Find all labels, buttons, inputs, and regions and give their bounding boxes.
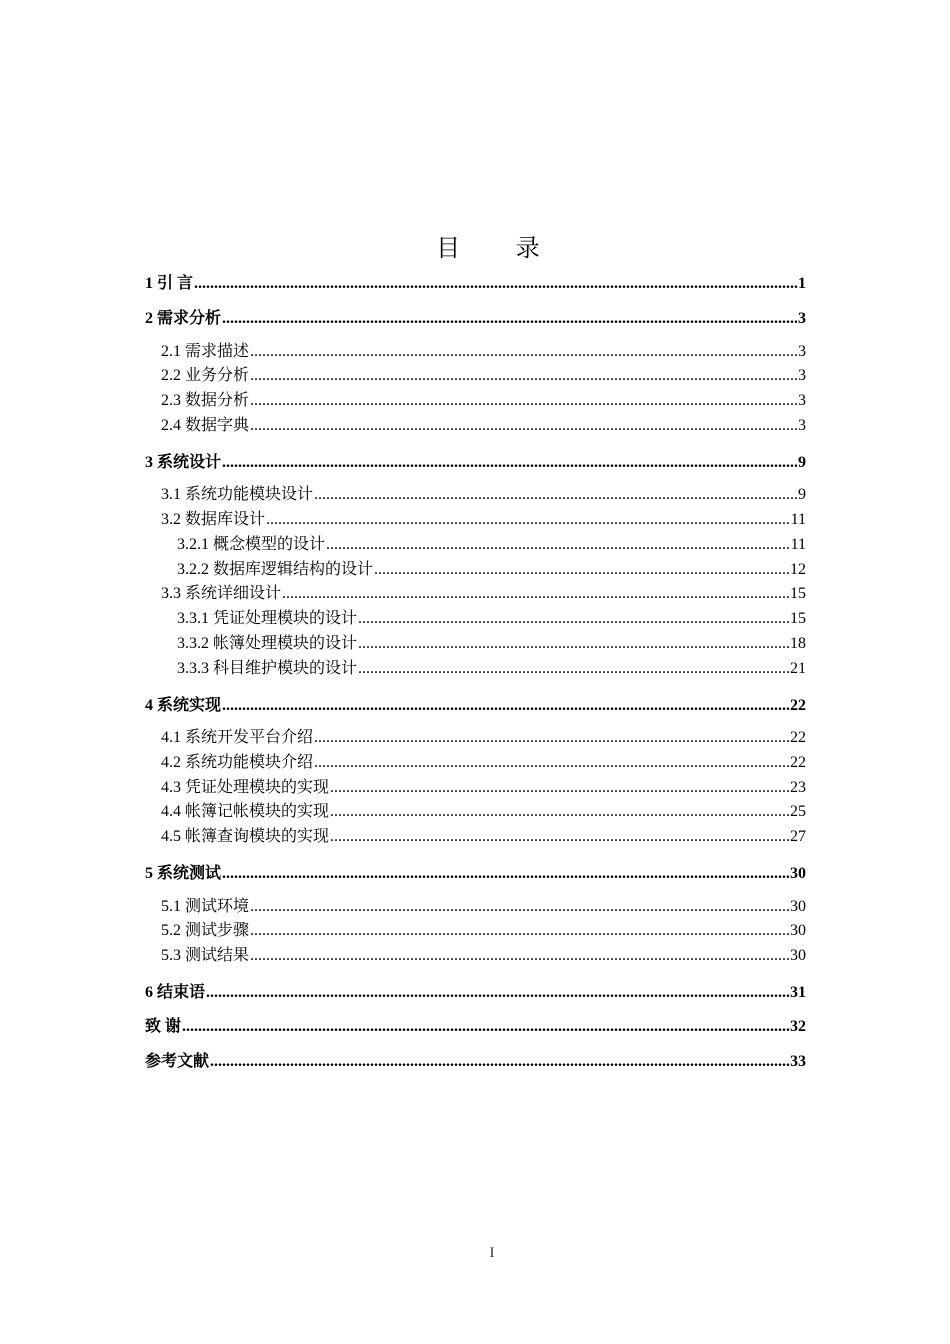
toc-entry-page-number: 11 — [790, 510, 806, 528]
toc-entry[interactable] — [145, 270, 806, 305]
section-gap — [145, 850, 806, 860]
toc-entry[interactable] — [145, 305, 806, 340]
toc-dot-leader — [358, 657, 789, 682]
toc-entry[interactable] — [145, 726, 806, 751]
toc-entry-page-number: 21 — [790, 659, 806, 677]
toc-entry-label: 5.2 测试步骤 — [161, 922, 250, 940]
toc-entry-label: 3.3.3 科目维护模块的设计 — [177, 659, 358, 677]
toc-entry-label: 4.1 系统开发平台介绍 — [161, 729, 314, 747]
toc-entry-page-number: 3 — [798, 310, 806, 327]
toc-entry-label: 5.3 测试结果 — [161, 947, 250, 965]
toc-entry-page-number: 23 — [790, 778, 806, 796]
toc-dot-leader — [194, 270, 797, 298]
toc-dot-leader — [250, 944, 789, 969]
toc-dot-leader — [330, 800, 789, 825]
toc-entry[interactable] — [145, 483, 806, 508]
toc-entry-label: 4 系统实现 — [145, 696, 222, 714]
toc-entry-page-number: 27 — [790, 828, 806, 846]
toc-entry[interactable] — [145, 800, 806, 825]
toc-entry-page-number: 30 — [790, 922, 806, 940]
toc-dot-leader — [250, 919, 789, 944]
toc-entry[interactable] — [145, 607, 806, 632]
toc-entry[interactable] — [145, 860, 806, 895]
toc-entry-label: 3.3 系统详细设计 — [161, 585, 282, 603]
toc-entry-page-number: 3 — [798, 367, 806, 385]
toc-entry-label: 3.2 数据库设计 — [161, 510, 266, 528]
toc-entry-page-number: 11 — [790, 535, 806, 553]
toc-dot-leader — [222, 860, 789, 888]
section-gap — [145, 969, 806, 979]
toc-dot-leader — [314, 751, 789, 776]
toc-entry[interactable] — [145, 944, 806, 969]
toc-entry-page-number: 30 — [790, 865, 806, 883]
toc-entry-label: 4.2 系统功能模块介绍 — [161, 753, 314, 771]
toc-entry[interactable] — [145, 533, 806, 558]
toc-entry-label: 4.5 帐簿查询模块的实现 — [161, 828, 330, 846]
toc-dot-leader — [250, 389, 797, 414]
toc-entry-label: 1 引 言 — [145, 275, 194, 292]
toc-entry[interactable] — [145, 340, 806, 365]
toc-dot-leader — [222, 305, 797, 333]
toc-entry[interactable] — [145, 414, 806, 439]
toc-entry-label: 5 系统测试 — [145, 865, 222, 883]
toc-entry-label: 4.4 帐簿记帐模块的实现 — [161, 803, 330, 821]
toc-entry[interactable] — [145, 632, 806, 657]
toc-dot-leader — [250, 364, 797, 389]
toc-entry[interactable] — [145, 1013, 806, 1048]
toc-entry[interactable] — [145, 508, 806, 533]
toc-dot-leader — [250, 340, 797, 365]
toc-entry[interactable] — [145, 364, 806, 389]
toc-dot-leader — [210, 1048, 789, 1076]
toc-dot-leader — [374, 558, 789, 583]
toc-entry-label: 参考文献 — [145, 1052, 210, 1070]
toc-entry-label: 2.3 数据分析 — [161, 392, 250, 410]
toc-dot-leader — [358, 607, 789, 632]
toc-entry-label: 2.4 数据字典 — [161, 416, 250, 434]
toc-entry-page-number: 9 — [798, 486, 806, 504]
toc-dot-leader — [222, 449, 797, 477]
toc-entry[interactable] — [145, 692, 806, 727]
toc-entry[interactable] — [145, 389, 806, 414]
toc-entry-label: 6 结束语 — [145, 983, 206, 1001]
toc-entry-page-number: 3 — [798, 392, 806, 410]
toc-entry-page-number: 3 — [798, 416, 806, 434]
section-gap — [145, 439, 806, 449]
toc-entry-page-number: 15 — [790, 585, 806, 603]
toc-entry-page-number: 9 — [798, 453, 806, 471]
toc-dot-leader — [282, 582, 789, 607]
toc-dot-leader — [206, 979, 789, 1007]
toc-entry-page-number: 22 — [790, 729, 806, 747]
toc-entry-page-number: 33 — [790, 1052, 806, 1070]
page-title: 目 录 — [436, 234, 564, 262]
toc-dot-leader — [326, 533, 790, 558]
toc-dot-leader — [330, 776, 789, 801]
toc-entry[interactable] — [145, 449, 806, 484]
toc-entry-label: 4.3 凭证处理模块的实现 — [161, 778, 330, 796]
toc-entry[interactable] — [145, 582, 806, 607]
toc-entry-label: 3.2.2 数据库逻辑结构的设计 — [177, 560, 374, 578]
toc-entry[interactable] — [145, 895, 806, 920]
toc-dot-leader — [250, 414, 797, 439]
toc-entry[interactable] — [145, 776, 806, 801]
toc-dot-leader — [330, 825, 789, 850]
toc-entry-label: 2 需求分析 — [145, 310, 222, 327]
toc-entry-label: 2.1 需求描述 — [161, 342, 250, 360]
toc-entry-page-number: 12 — [790, 560, 806, 578]
toc-entry-label: 5.1 测试环境 — [161, 897, 250, 915]
toc-entry-page-number: 3 — [798, 342, 806, 360]
toc-entry-page-number: 25 — [790, 803, 806, 821]
section-gap — [145, 682, 806, 692]
toc-entry-page-number: 22 — [790, 696, 806, 714]
toc-entry[interactable] — [145, 657, 806, 682]
toc-entry[interactable] — [145, 751, 806, 776]
toc-dot-leader — [314, 726, 789, 751]
toc-entry-label: 3.2.1 概念模型的设计 — [177, 535, 326, 553]
toc-entry-page-number: 15 — [790, 610, 806, 628]
toc-entry[interactable] — [145, 825, 806, 850]
toc-entry[interactable] — [145, 558, 806, 583]
table-of-contents — [145, 270, 806, 1082]
toc-dot-leader — [250, 895, 789, 920]
toc-entry-page-number: 22 — [790, 753, 806, 771]
toc-dot-leader — [266, 508, 790, 533]
toc-entry-page-number: 30 — [790, 897, 806, 915]
toc-dot-leader — [314, 483, 797, 508]
toc-dot-leader — [222, 692, 789, 720]
toc-entry[interactable] — [145, 919, 806, 944]
footer-page-number: I — [489, 1245, 495, 1261]
toc-entry-label: 3.1 系统功能模块设计 — [161, 486, 314, 504]
toc-entry-page-number: 30 — [790, 947, 806, 965]
toc-entry[interactable] — [145, 1048, 806, 1083]
toc-entry-page-number: 18 — [790, 634, 806, 652]
toc-entry-page-number: 32 — [790, 1018, 806, 1036]
toc-entry-label: 3.3.1 凭证处理模块的设计 — [177, 610, 358, 628]
toc-entry-label: 2.2 业务分析 — [161, 367, 250, 385]
toc-entry-page-number: 1 — [798, 275, 806, 292]
toc-entry-page-number: 31 — [790, 983, 806, 1001]
toc-dot-leader — [182, 1013, 789, 1041]
toc-entry-label: 3 系统设计 — [145, 453, 222, 471]
toc-entry[interactable] — [145, 979, 806, 1014]
toc-entry-label: 致 谢 — [145, 1018, 182, 1036]
toc-entry-label: 3.3.2 帐簿处理模块的设计 — [177, 634, 358, 652]
toc-dot-leader — [358, 632, 789, 657]
